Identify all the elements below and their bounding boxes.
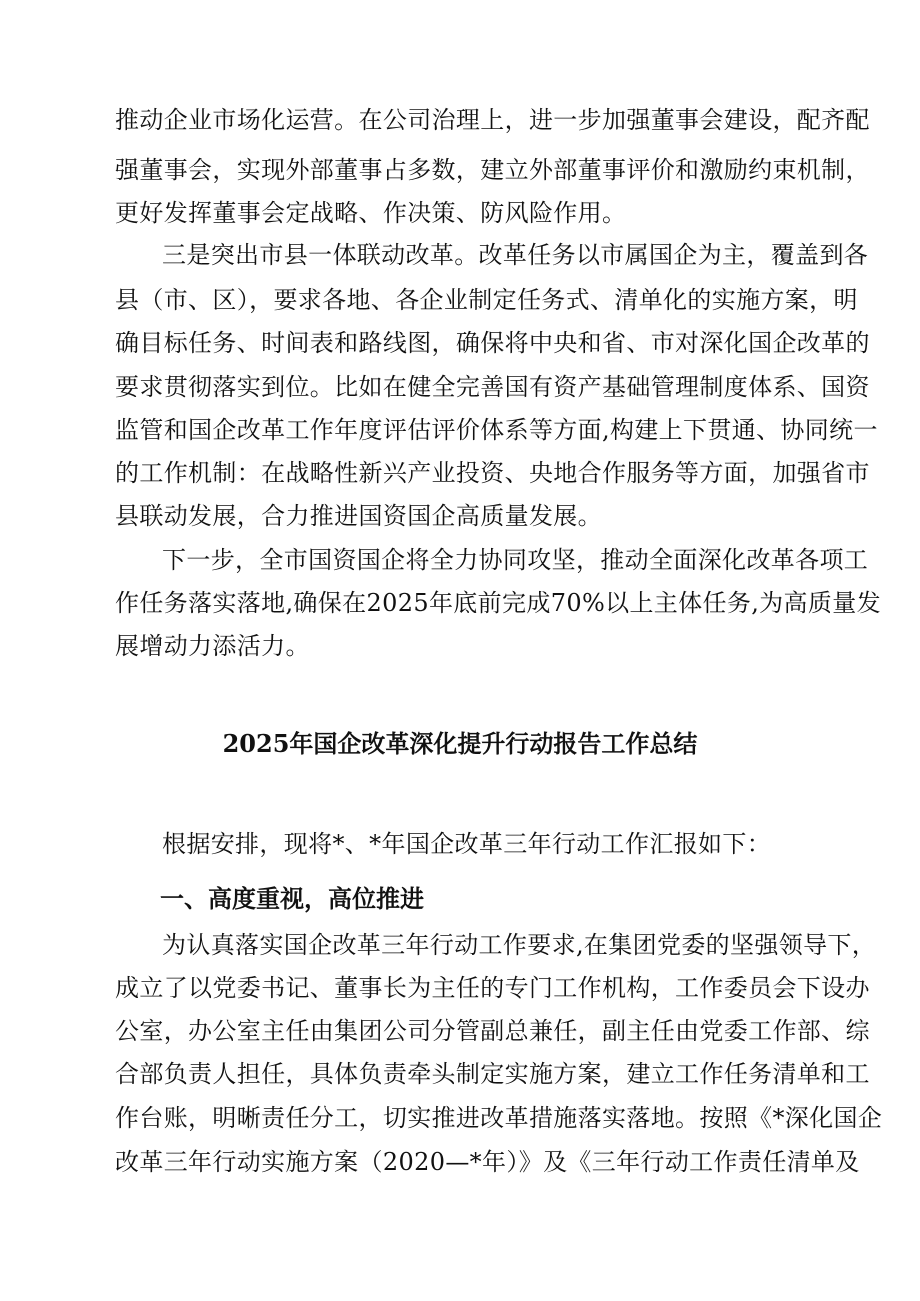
text-line: 公室，办公室主任由集团公司分管副总兼任，副主任由党委工作部、综 (115, 1017, 870, 1045)
text-line: 监管和国企改革工作年度评估评价体系等方面,构建上下贯通、协同统一 (115, 416, 878, 444)
section-heading: 一、高度重视，高位推进 (160, 885, 424, 913)
text-line: 三是突出市县一体联动改革。改革任务以市属国企为主，覆盖到各 (162, 241, 869, 269)
text-line: 作任务落实落地,确保在2025年底前完成70%以上主体任务,为高质量发 (115, 589, 881, 617)
text-line: 的工作机制：在战略性新兴产业投资、央地合作服务等方面，加强省市 (115, 459, 870, 487)
text-line: 作台账，明晰责任分工，切实推进改革措施落实落地。按照《*深化国企 (115, 1104, 883, 1132)
text-line: 改革三年行动实施方案（2020—*年）》及《三年行动工作责任清单及 (115, 1148, 860, 1176)
text-line: 推动企业市场化运营。在公司治理上，进一步加强董事会建设，配齐配 (115, 106, 870, 134)
document-title: 2025年国企改革深化提升行动报告工作总结 (222, 729, 698, 758)
text-line: 展增动力添活力。 (115, 632, 310, 660)
report-intro: 根据安排，现将*、*年国企改革三年行动工作汇报如下： (162, 830, 772, 858)
text-line: 下一步，全市国资国企将全力协同攻坚，推动全面深化改革各项工 (162, 546, 869, 574)
text-line: 强董事会，实现外部董事占多数，建立外部董事评价和激励约束机制， (115, 156, 870, 184)
text-line: 确目标任务、时间表和路线图，确保将中央和省、市对深化国企改革的 (115, 329, 870, 357)
text-line: 要求贯彻落实到位。比如在健全完善国有资产基础管理制度体系、国资 (115, 373, 870, 401)
text-line: 成立了以党委书记、董事长为主任的专门工作机构，工作委员会下设办 (115, 974, 870, 1002)
text-line: 更好发挥董事会定战略、作决策、防风险作用。 (115, 199, 627, 227)
text-line: 县（市、区），要求各地、各企业制定任务式、清单化的实施方案，明 (115, 286, 858, 314)
text-line: 县联动发展，合力推进国资国企高质量发展。 (115, 502, 602, 530)
text-line: 为认真落实国企改革三年行动工作要求,在集团党委的坚强领导下， (162, 931, 877, 959)
text-line: 合部负责人担任，具体负责牵头制定实施方案，建立工作任务清单和工 (115, 1060, 870, 1088)
